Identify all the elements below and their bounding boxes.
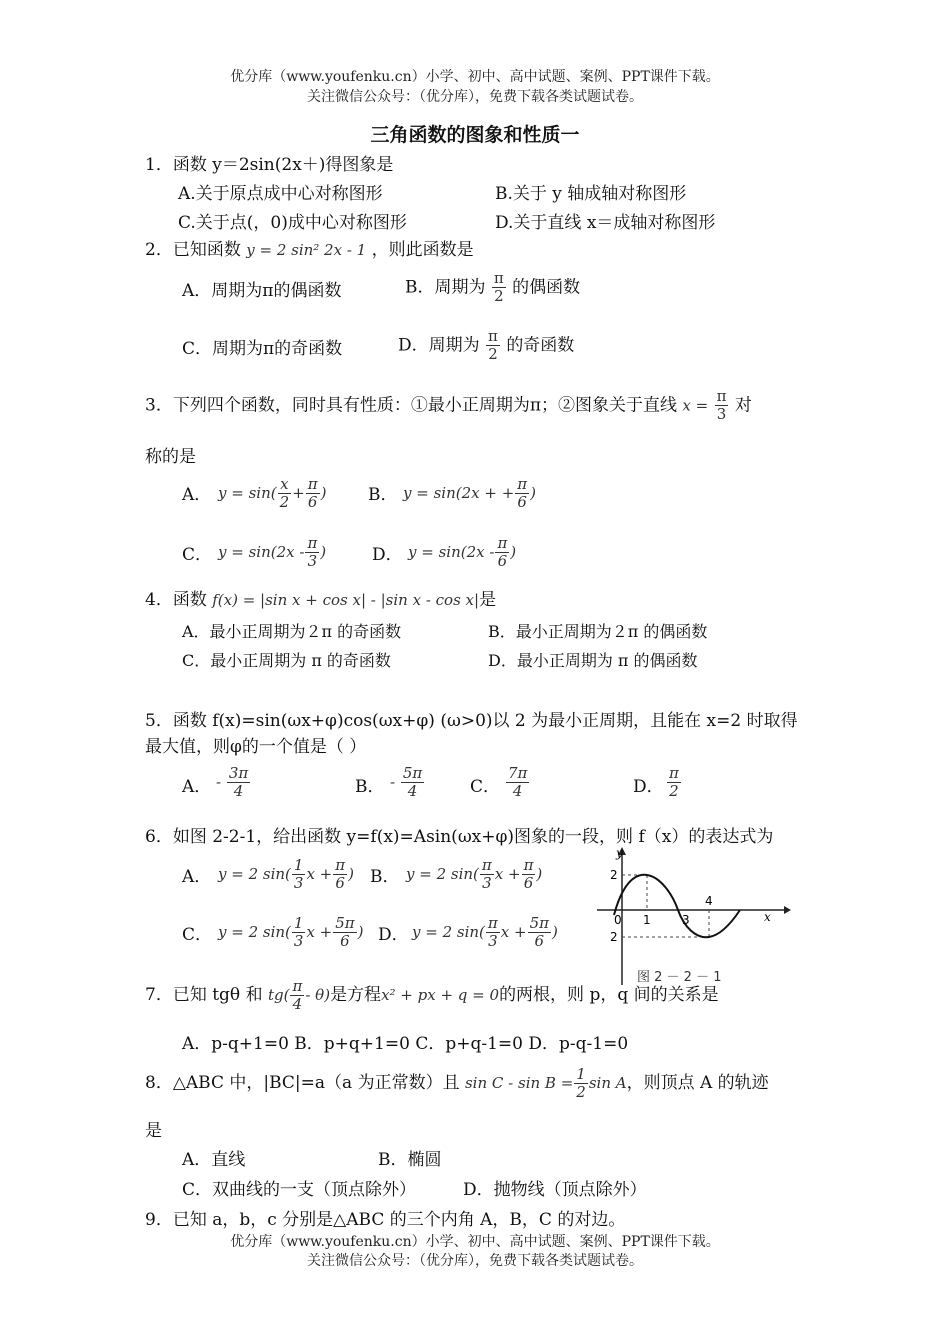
formula-text: y = sin( <box>218 483 277 502</box>
formula-text: x + <box>494 864 521 883</box>
q5-option-d-label: D． <box>633 777 664 797</box>
q8-option-a: A．直线 <box>182 1150 246 1170</box>
fraction <box>506 765 529 801</box>
formula-text: ) <box>348 864 354 883</box>
formula-text: ) <box>320 483 327 502</box>
frac-num: π <box>481 856 492 874</box>
q3-option-d-label: D． <box>372 545 403 565</box>
one-half-fraction <box>574 1066 588 1102</box>
q2-option-a: A．周期为π的偶函数 <box>182 281 342 301</box>
q7-equation: x² + px + q = 0 <box>381 985 500 1004</box>
formula-text: ) <box>320 542 327 561</box>
q5-stem-line-1: 5．函数 f(x)=sin(ωx+φ)cos(ωx+φ) (ω>0)以 2 为最小正周期，且能在 x=2 时取得 <box>145 711 798 731</box>
frac-num: 5π <box>402 764 423 782</box>
sine-curve <box>614 875 740 937</box>
q2-stem <box>145 235 474 260</box>
frac-num: x <box>280 475 289 493</box>
q6-option-a-label: A． <box>182 867 212 887</box>
x-axis-arrow-icon <box>784 906 791 914</box>
q6-stem: 6．如图 2-2-1，给出函数 y=f(x)=Asin(ωx+φ)图象的一段，则 f（x）的表达式为 <box>145 827 774 847</box>
frac-num: π <box>669 764 679 782</box>
q2-option-d-post: 的奇函数 <box>506 335 575 356</box>
frac-num: 5π <box>335 914 355 932</box>
q2-option-d-pre: D．周期为 <box>398 335 480 356</box>
q8-stem-post: ，则顶点 A 的轨迹 <box>626 1072 769 1093</box>
q6-option-d-formula <box>412 915 558 951</box>
frac-den: 2 <box>279 493 290 512</box>
q2-option-b <box>405 270 580 306</box>
q1-option-c: C.关于点(，0)成中心对称图形 <box>178 213 407 233</box>
q6-option-a-formula <box>218 857 354 893</box>
q4-formula: f(x) = |sin x + cos x| - |sin x - cos x| <box>212 591 480 609</box>
q3-stem-post: 对 <box>734 395 752 416</box>
formula-text: x + <box>306 864 333 883</box>
q1-option-a: A.关于原点成中心对称图形 <box>178 184 383 204</box>
fraction <box>528 915 551 951</box>
q6-option-b-label: B． <box>370 867 400 887</box>
pi-over-2-fraction <box>486 328 500 364</box>
y-axis-label: y <box>616 846 623 860</box>
frac-num: π <box>487 914 498 932</box>
q5-option-d-formula <box>666 765 682 801</box>
q3-stem-line-2: 称的是 <box>145 447 196 467</box>
frac-den: 2 <box>669 782 679 801</box>
q3-option-c-label: C． <box>182 545 213 565</box>
frac-num: π <box>307 475 318 493</box>
frac-den: 3 <box>307 552 318 571</box>
frac-num: 3π <box>228 764 249 782</box>
q9-stem: 9．已知 a，b，c 分别是△ABC 的三个内角 A，B，C 的对边。 <box>145 1210 626 1230</box>
pi-over-4-fraction <box>290 978 304 1014</box>
pi-over-6-fraction <box>515 476 529 512</box>
tick-label-2-bottom: 2 <box>610 930 618 944</box>
page-title: 三角函数的图象和性质一 <box>370 124 580 146</box>
minus-sign: - <box>216 772 222 791</box>
fraction <box>480 857 494 893</box>
formula-text: + <box>292 483 305 502</box>
q7-stem-post: 的两根，则 p，q 间的关系是 <box>499 984 719 1005</box>
frac-num: π <box>497 534 508 552</box>
formula-text: ) <box>357 922 364 941</box>
q4-stem-pre: 4．函数 <box>145 590 207 610</box>
q5-option-b-formula <box>390 765 425 801</box>
q1-option-d: D.关于直线 x＝成轴对称图形 <box>495 213 716 233</box>
q6-option-d-label: D． <box>378 925 409 945</box>
q3-x-eq: x = <box>682 396 709 415</box>
frac-num: 7π <box>508 764 528 782</box>
q7-stem-mid: 是方程 <box>330 984 382 1005</box>
q3-option-d-formula <box>408 535 516 571</box>
q6-option-b-formula <box>406 857 542 893</box>
q5-option-b-label: B． <box>355 777 385 797</box>
frac-den: 6 <box>497 552 508 571</box>
q8-option-c: C．双曲线的一支（顶点除外） <box>182 1180 417 1200</box>
q8-stem-line-2: 是 <box>145 1121 162 1141</box>
q8-option-d: D．抛物线（顶点除外） <box>463 1180 647 1200</box>
formula-text: y = 2 sin( <box>406 864 479 883</box>
fraction <box>292 857 306 893</box>
q3-stem-pre: 3．下列四个函数，同时具有性质：①最小正周期为π；②图象关于直线 <box>145 395 677 416</box>
frac-num: π <box>493 269 504 287</box>
formula-text: y = 2 sin( <box>218 864 291 883</box>
q4-stem-post: 是 <box>479 590 497 610</box>
frac-num: 5π <box>529 914 549 932</box>
frac-num: π <box>292 977 303 995</box>
tick-label-4: 4 <box>705 894 713 908</box>
formula-text: ) <box>536 864 543 883</box>
frac-num: π <box>307 534 318 552</box>
q3-option-c-formula <box>218 535 326 571</box>
frac-den: 6 <box>523 874 534 893</box>
q2-stem-pre: 2．已知函数 <box>145 240 241 260</box>
q5-option-c-label: C． <box>470 777 501 797</box>
q5-option-c-formula <box>505 765 530 801</box>
q4-option-d: D．最小正周期为 π 的偶函数 <box>488 651 698 670</box>
pi-over-3-fraction <box>305 535 319 571</box>
formula-text: tg( <box>267 985 290 1004</box>
frac-den: 6 <box>335 874 345 893</box>
q2-option-b-pre: B．周期为 <box>405 277 486 298</box>
formula-text: ) <box>530 483 536 502</box>
q7-stem-pre: 7．已知 tgθ 和 <box>145 984 263 1005</box>
sine-graph-figure <box>592 845 792 995</box>
frac-den: 4 <box>407 782 418 801</box>
q5-option-a-label: A． <box>182 777 212 797</box>
formula-text: x + <box>306 922 333 941</box>
q3-stem <box>145 388 752 424</box>
frac-den: 3 <box>293 932 304 951</box>
pi-over-2-fraction <box>492 270 506 306</box>
tick-label-2-top: 2 <box>610 868 618 882</box>
formula-text: ) <box>551 922 558 941</box>
frac-den: 3 <box>488 932 498 951</box>
x-axis-label: x <box>764 910 771 924</box>
q3-option-b-formula <box>403 476 536 512</box>
fraction <box>292 915 306 951</box>
footer-line-1: 优分库（www.youfenku.cn）小学、初中、高中试题、案例、PPT课件下载。 <box>230 1234 720 1250</box>
formula-text: y = sin(2x + + <box>403 483 515 502</box>
formula-text: y = sin(2x - <box>218 542 305 561</box>
formula-text: y = 2 sin( <box>412 922 485 941</box>
q1-option-b: B.关于 y 轴成轴对称图形 <box>495 184 687 204</box>
q8-stem <box>145 1066 769 1102</box>
q4-option-c: C．最小正周期为 π 的奇函数 <box>182 651 391 670</box>
frac-den: 3 <box>293 874 304 893</box>
q2-stem-post: ，则此函数是 <box>371 240 474 260</box>
footer-line-2: 关注微信公众号：（优分库），免费下载各类试题试卷。 <box>307 1253 643 1269</box>
q8-formula <box>464 1065 627 1102</box>
tick-label-3: 3 <box>682 913 690 927</box>
q2-formula: y = 2 sin² 2x - 1 <box>246 241 367 259</box>
q3-option-a-formula <box>218 476 326 512</box>
frac-den: 4 <box>512 782 523 801</box>
pi-over-6-fraction <box>306 476 320 512</box>
frac-den: 2 <box>494 287 504 306</box>
frac-num: π <box>517 475 528 493</box>
q4-option-a: A．最小正周期为２π 的奇函数 <box>182 622 402 641</box>
formula-text: x + <box>500 922 527 941</box>
frac-den: 2 <box>576 1083 586 1102</box>
x-over-2-fraction <box>278 476 292 512</box>
frac-num: 1 <box>293 914 304 932</box>
frac-num: π <box>335 856 346 874</box>
fraction <box>486 915 500 951</box>
frac-den: 4 <box>233 782 244 801</box>
fraction <box>401 765 424 801</box>
formula-text: sin C - sin B = <box>464 1073 574 1092</box>
q7-options: A．p-q+1=0 B．p+q+1=0 C．p+q-1=0 D．p-q-1=0 <box>182 1034 629 1054</box>
tick-label-0: 0 <box>614 913 622 927</box>
frac-den: 3 <box>716 405 727 424</box>
formula-text: y = sin(2x - <box>408 542 495 561</box>
q6-option-c-formula <box>218 915 364 951</box>
fraction <box>227 765 250 801</box>
frac-den: 2 <box>488 345 498 364</box>
tick-label-1: 1 <box>643 913 651 927</box>
frac-num: π <box>716 387 727 405</box>
frac-den: 3 <box>482 874 492 893</box>
q2-option-b-post: 的偶函数 <box>512 277 581 298</box>
formula-text: sin A <box>588 1073 627 1092</box>
frac-den: 4 <box>292 995 303 1014</box>
formula-text: ) <box>510 542 517 561</box>
q6-option-c-label: C． <box>182 925 213 945</box>
pi-over-6-fraction <box>495 535 509 571</box>
q3-option-b-label: B． <box>368 485 398 505</box>
fraction <box>667 765 681 801</box>
frac-den: 6 <box>340 932 350 951</box>
q7-tg-formula <box>267 977 331 1014</box>
q2-option-d <box>398 328 574 364</box>
header-line-1: 优分库（www.youfenku.cn）小学、初中、高中试题、案例、PPT课件下载。 <box>230 69 720 85</box>
minus-sign: - <box>390 772 396 791</box>
formula-text: - θ) <box>305 985 331 1004</box>
q5-stem-line-2: 最大值，则φ的一个值是（ ） <box>145 737 367 757</box>
frac-num: π <box>523 856 534 874</box>
frac-den: 6 <box>517 493 527 512</box>
frac-num: π <box>488 327 498 345</box>
q4-option-b: B．最小正周期为２π 的偶函数 <box>488 622 708 641</box>
q2-option-c: C．周期为π的奇函数 <box>182 339 343 359</box>
frac-den: 6 <box>534 932 545 951</box>
q8-option-b: B．椭圆 <box>378 1150 442 1170</box>
frac-num: 1 <box>576 1065 586 1083</box>
header-line-2: 关注微信公众号：（优分库），免费下载各类试题试卷。 <box>307 89 643 105</box>
frac-num: 1 <box>293 856 304 874</box>
fraction <box>333 857 347 893</box>
pi-over-3-fraction <box>715 388 729 424</box>
q8-stem-pre: 8．△ABC 中，|BC|=a（a 为正常数）且 <box>145 1072 460 1093</box>
fraction <box>522 857 536 893</box>
figure-caption: 图 2 － 2 － 1 <box>637 970 722 985</box>
q4-stem <box>145 585 496 610</box>
frac-den: 6 <box>307 493 318 512</box>
fraction <box>333 915 356 951</box>
q5-option-a-formula <box>216 765 251 801</box>
q7-stem <box>145 978 719 1014</box>
formula-text: y = 2 sin( <box>218 922 291 941</box>
q1-stem: 1．函数 y＝2sin(2x＋)得图象是 <box>145 155 394 175</box>
q3-option-a-label: A． <box>182 485 212 505</box>
